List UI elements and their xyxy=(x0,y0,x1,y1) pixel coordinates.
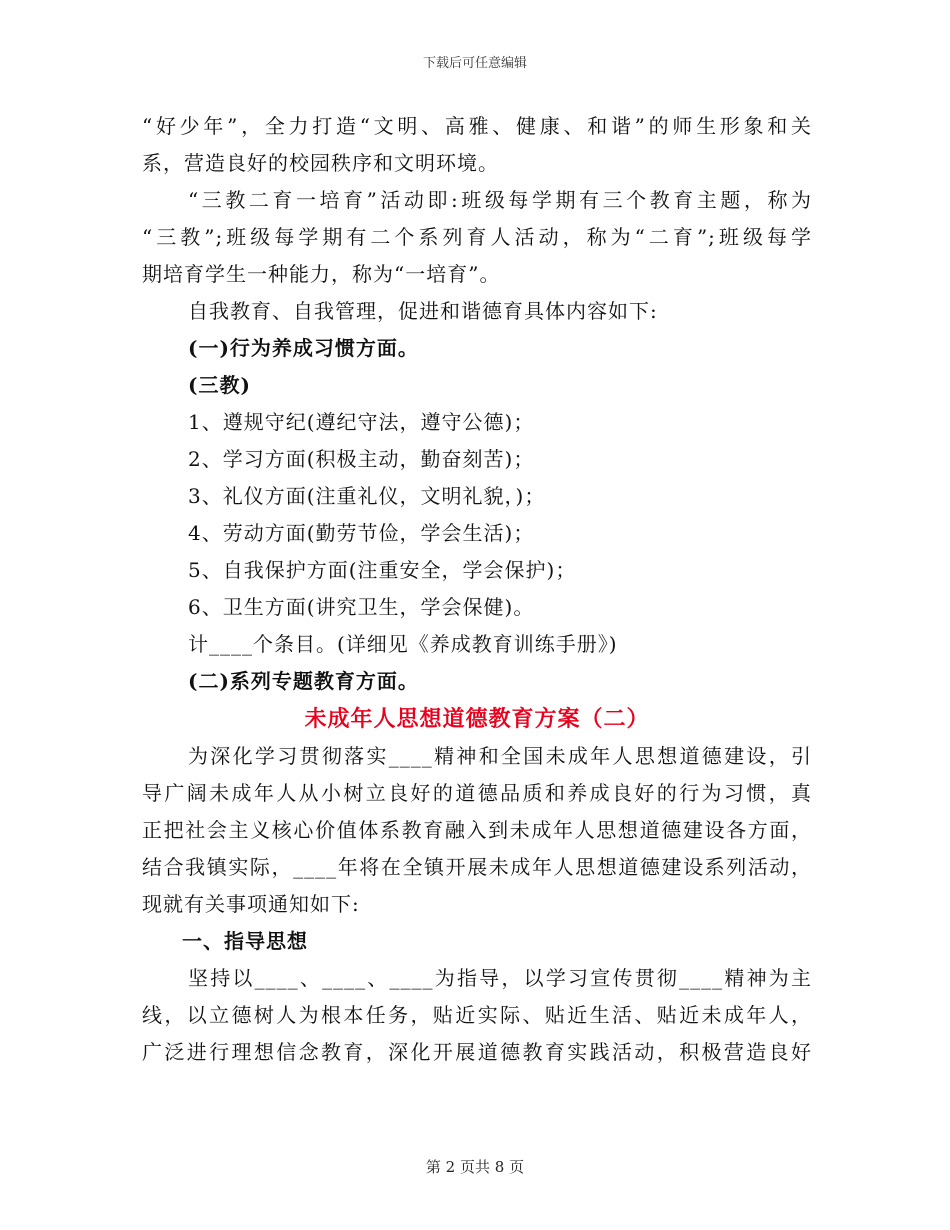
subsection-heading: (三教) xyxy=(188,373,251,397)
paragraph-line: 结合我镇实际，____年将在全镇开展未成年人思想道德建设系列活动， xyxy=(142,855,812,879)
section-heading: (一)行为养成习惯方面。 xyxy=(188,336,419,360)
paragraph-line: 坚持以____、____、____为指导，以学习宣传贯彻____精神为主 xyxy=(188,966,812,990)
section-heading: 一、指导思想 xyxy=(182,929,308,953)
list-item: 6、卫生方面(讲究卫生，学会保健)。 xyxy=(188,595,535,619)
list-item: 1、遵规守纪(遵纪守法，遵守公德)； xyxy=(188,410,535,434)
page-header: 下载后可任意编辑 xyxy=(422,56,527,71)
list-item: 5、自我保护方面(注重安全，学会保护)； xyxy=(188,558,577,582)
paragraph-line: “好少年”，全力打造“文明、高雅、健康、和谐”的师生形象和关 xyxy=(142,114,812,138)
paragraph-line: 为深化学习贯彻落实____精神和全国未成年人思想道德建设，引 xyxy=(188,744,812,768)
paragraph-line: 计____个条目。(详细见《养成教育训练手册》) xyxy=(188,632,618,656)
paragraph-line: 系，营造良好的校园秩序和文明环境。 xyxy=(142,151,499,175)
paragraph-line: “三教”;班级每学期有二个系列育人活动，称为“二育”;班级每学 xyxy=(142,225,812,249)
document-title: 未成年人思想道德教育方案（二） xyxy=(304,706,650,732)
list-item: 2、学习方面(积极主动，勤奋刻苦)； xyxy=(188,447,535,471)
page-footer: 第 2 页共 8 页 xyxy=(425,1158,525,1176)
paragraph-line: “三教二育一培育”活动即:班级每学期有三个教育主题，称为 xyxy=(188,188,812,212)
paragraph-line: 现就有关事项通知如下: xyxy=(142,892,360,916)
section-heading: (二)系列专题教育方面。 xyxy=(188,669,419,693)
paragraph-line: 线，以立德树人为根本任务，贴近实际、贴近生活、贴近未成年人， xyxy=(142,1003,812,1027)
list-item: 3、礼仪方面(注重礼仪，文明礼貌，)； xyxy=(188,484,546,508)
paragraph-line: 正把社会主义核心价值体系教育融入到未成年人思想道德建设各方面， xyxy=(142,818,812,842)
list-item: 4、劳动方面(勤劳节俭，学会生活)； xyxy=(188,521,535,545)
paragraph-line: 广泛进行理想信念教育，深化开展道德教育实践活动，积极营造良好 xyxy=(142,1040,812,1064)
paragraph-line: 导广阔未成年人从小树立良好的道德品质和养成良好的行为习惯，真 xyxy=(142,781,812,805)
document-body xyxy=(142,108,812,1071)
paragraph-line: 自我教育、自我管理，促进和谐德育具体内容如下: xyxy=(188,299,658,323)
paragraph-line: 期培育学生一种能力，称为“一培育”。 xyxy=(142,262,501,286)
